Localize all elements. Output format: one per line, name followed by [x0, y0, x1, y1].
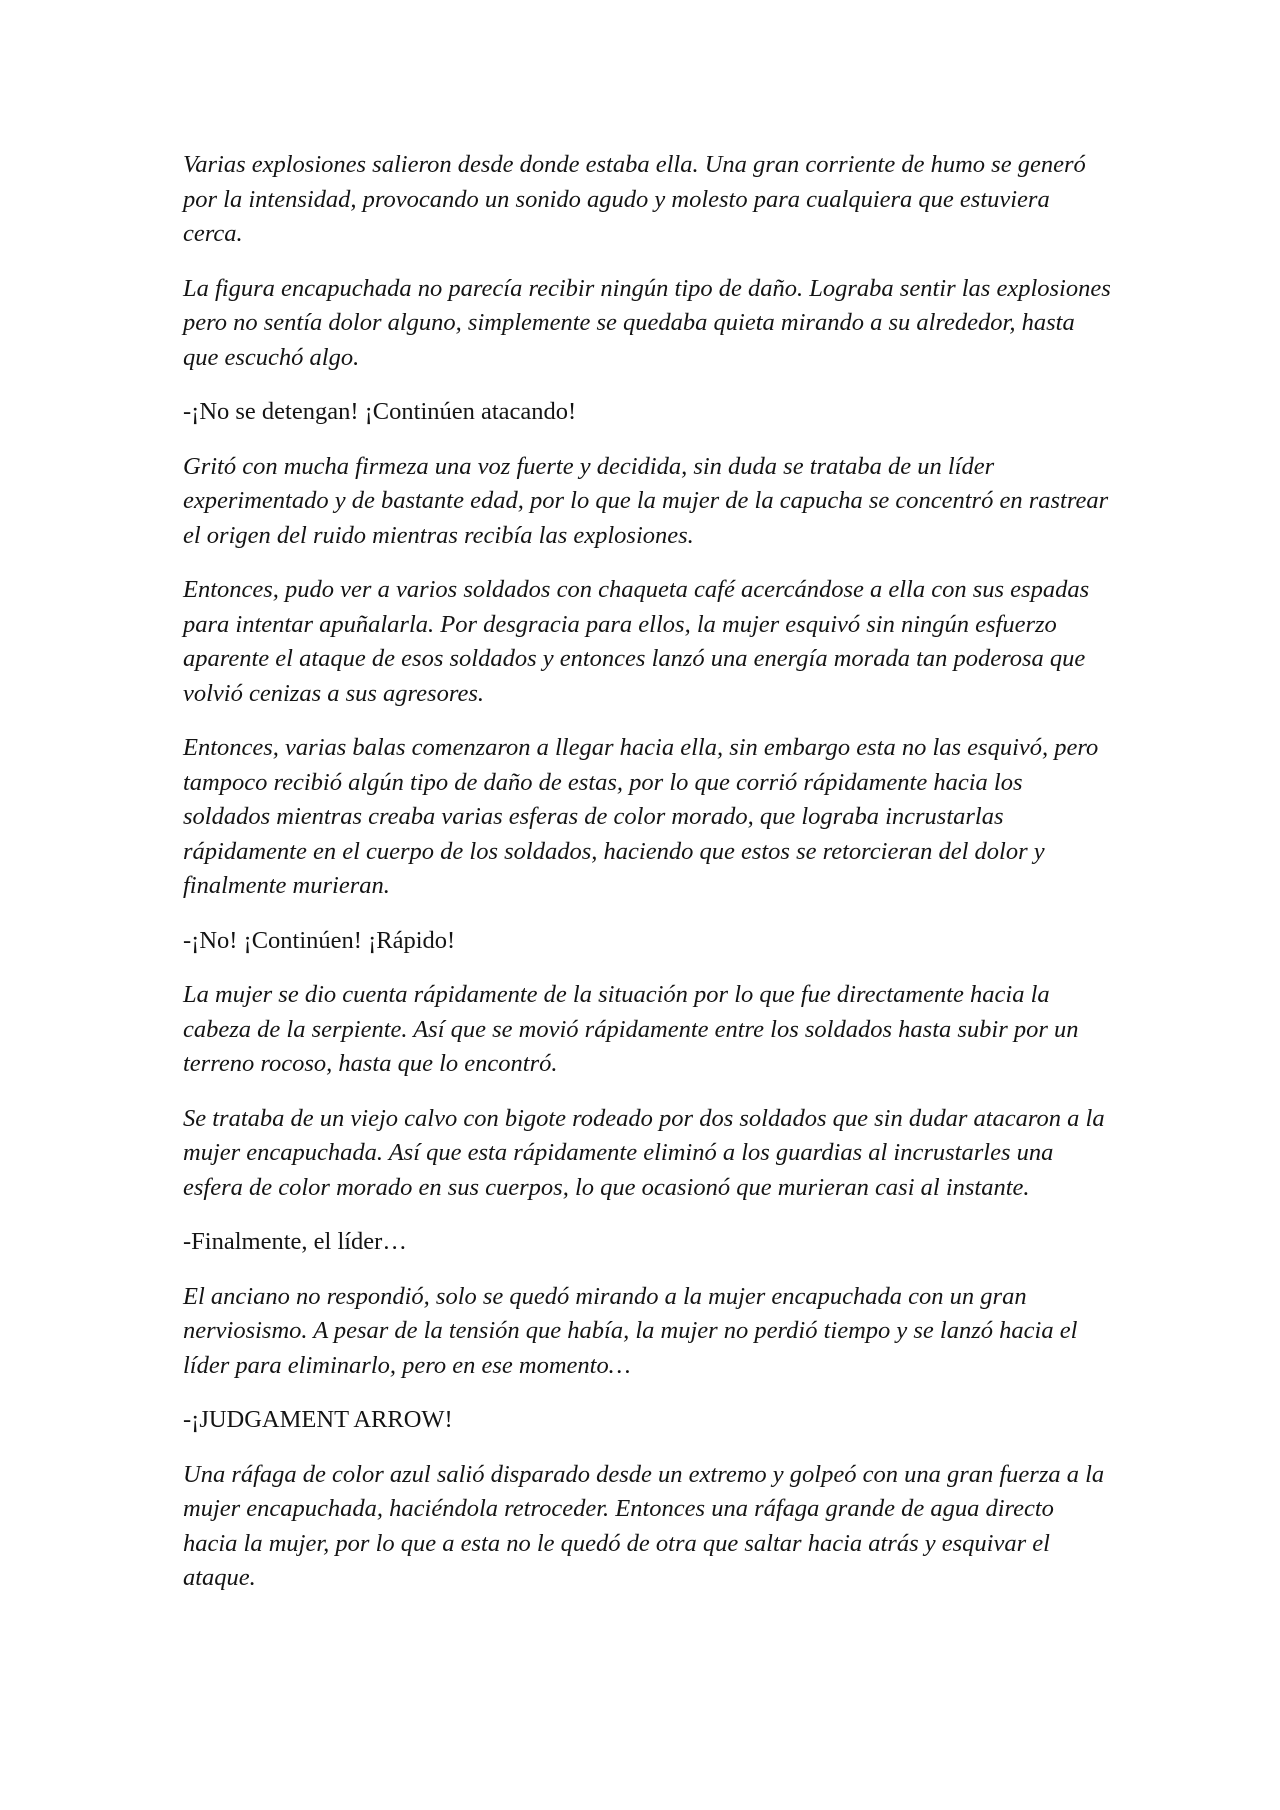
dialogue-line-3: -Finalmente, el líder… — [183, 1228, 407, 1255]
paragraph-1: Varias explosiones salieron desde donde estaba ella. Una gran corriente de humo se generó por la intensidad, provocando un sonido agudo y molesto para cualquiera que estuviera cerca. — [183, 151, 1086, 247]
document-body — [183, 148, 1113, 1616]
paragraph-8: El anciano no respondió, solo se quedó mirando a la mujer encapuchada con un gran nerviosismo. A pesar de la tensión que había, la mujer no perdió tiempo y se lanzó hacia el líder para eliminarlo, pero en ese momento… — [183, 1282, 1078, 1379]
dialogue-line-4: -¡JUDGAMENT ARROW! — [183, 1406, 453, 1433]
paragraph-7: Se trataba de un viejo calvo con bigote rodeado por dos soldados que sin dudar atacaron a la mujer encapuchada. Así que esta rápidamente eliminó a los guardias al incrustarles una esfera de color morado en sus cuerpos, lo que ocasionó que murieran casi al instante. — [183, 1104, 1105, 1201]
paragraph-5: Entonces, varias balas comenzaron a llegar hacia ella, sin embargo esta no las esquivó, pero tampoco recibió algún tipo de daño de estas, por lo que corrió rápidamente hacia los soldados mientras creaba varias esferas de color morado, que lograba incrustarlas rápidamente en el cuerpo de los soldados, haciendo que estos se retorcieran del dolor y finalmente murieran. — [183, 734, 1099, 899]
paragraph-2: La figura encapuchada no parecía recibir ningún tipo de daño. Lograba sentir las explosiones pero no sentía dolor alguno, simplemente se quedaba quieta mirando a su alrededor, hasta que escuchó algo. — [183, 274, 1111, 371]
paragraph-4: Entonces, pudo ver a varios soldados con chaqueta café acercándose a ella con sus espadas para intentar apuñalarla. Por desgracia para ellos, la mujer esquivó sin ningún esfuerzo aparente el ataque de esos soldados y entonces lanzó una energía morada tan poderosa que volvió cenizas a sus agresores. — [183, 576, 1090, 707]
paragraph-3: Gritó con mucha firmeza una voz fuerte y decidida, sin duda se trataba de un líder experimentado y de bastante edad, por lo que la mujer de la capucha se concentró en rastrear el origen del ruido mientras recibía las explosiones. — [183, 452, 1109, 549]
paragraph-6: La mujer se dio cuenta rápidamente de la situación por lo que fue directamente hacia la cabeza de la serpiente. Así que se movió rápidamente entre los soldados hasta subir por un terreno rocoso, hasta que lo encontró. — [183, 981, 1079, 1077]
dialogue-line-2: -¡No! ¡Continúen! ¡Rápido! — [183, 926, 456, 954]
dialogue-line-1: -¡No se detengan! ¡Continúen atacando! — [183, 398, 577, 425]
paragraph-9: Una ráfaga de color azul salió disparado desde un extremo y golpeó con una gran fuerza a la mujer encapuchada, haciéndola retroceder. Entonces una ráfaga grande de agua directo hacia la mujer, por lo que a esta no le quedó de otra que saltar hacia atrás y esquivar el ataque. — [183, 1460, 1105, 1591]
